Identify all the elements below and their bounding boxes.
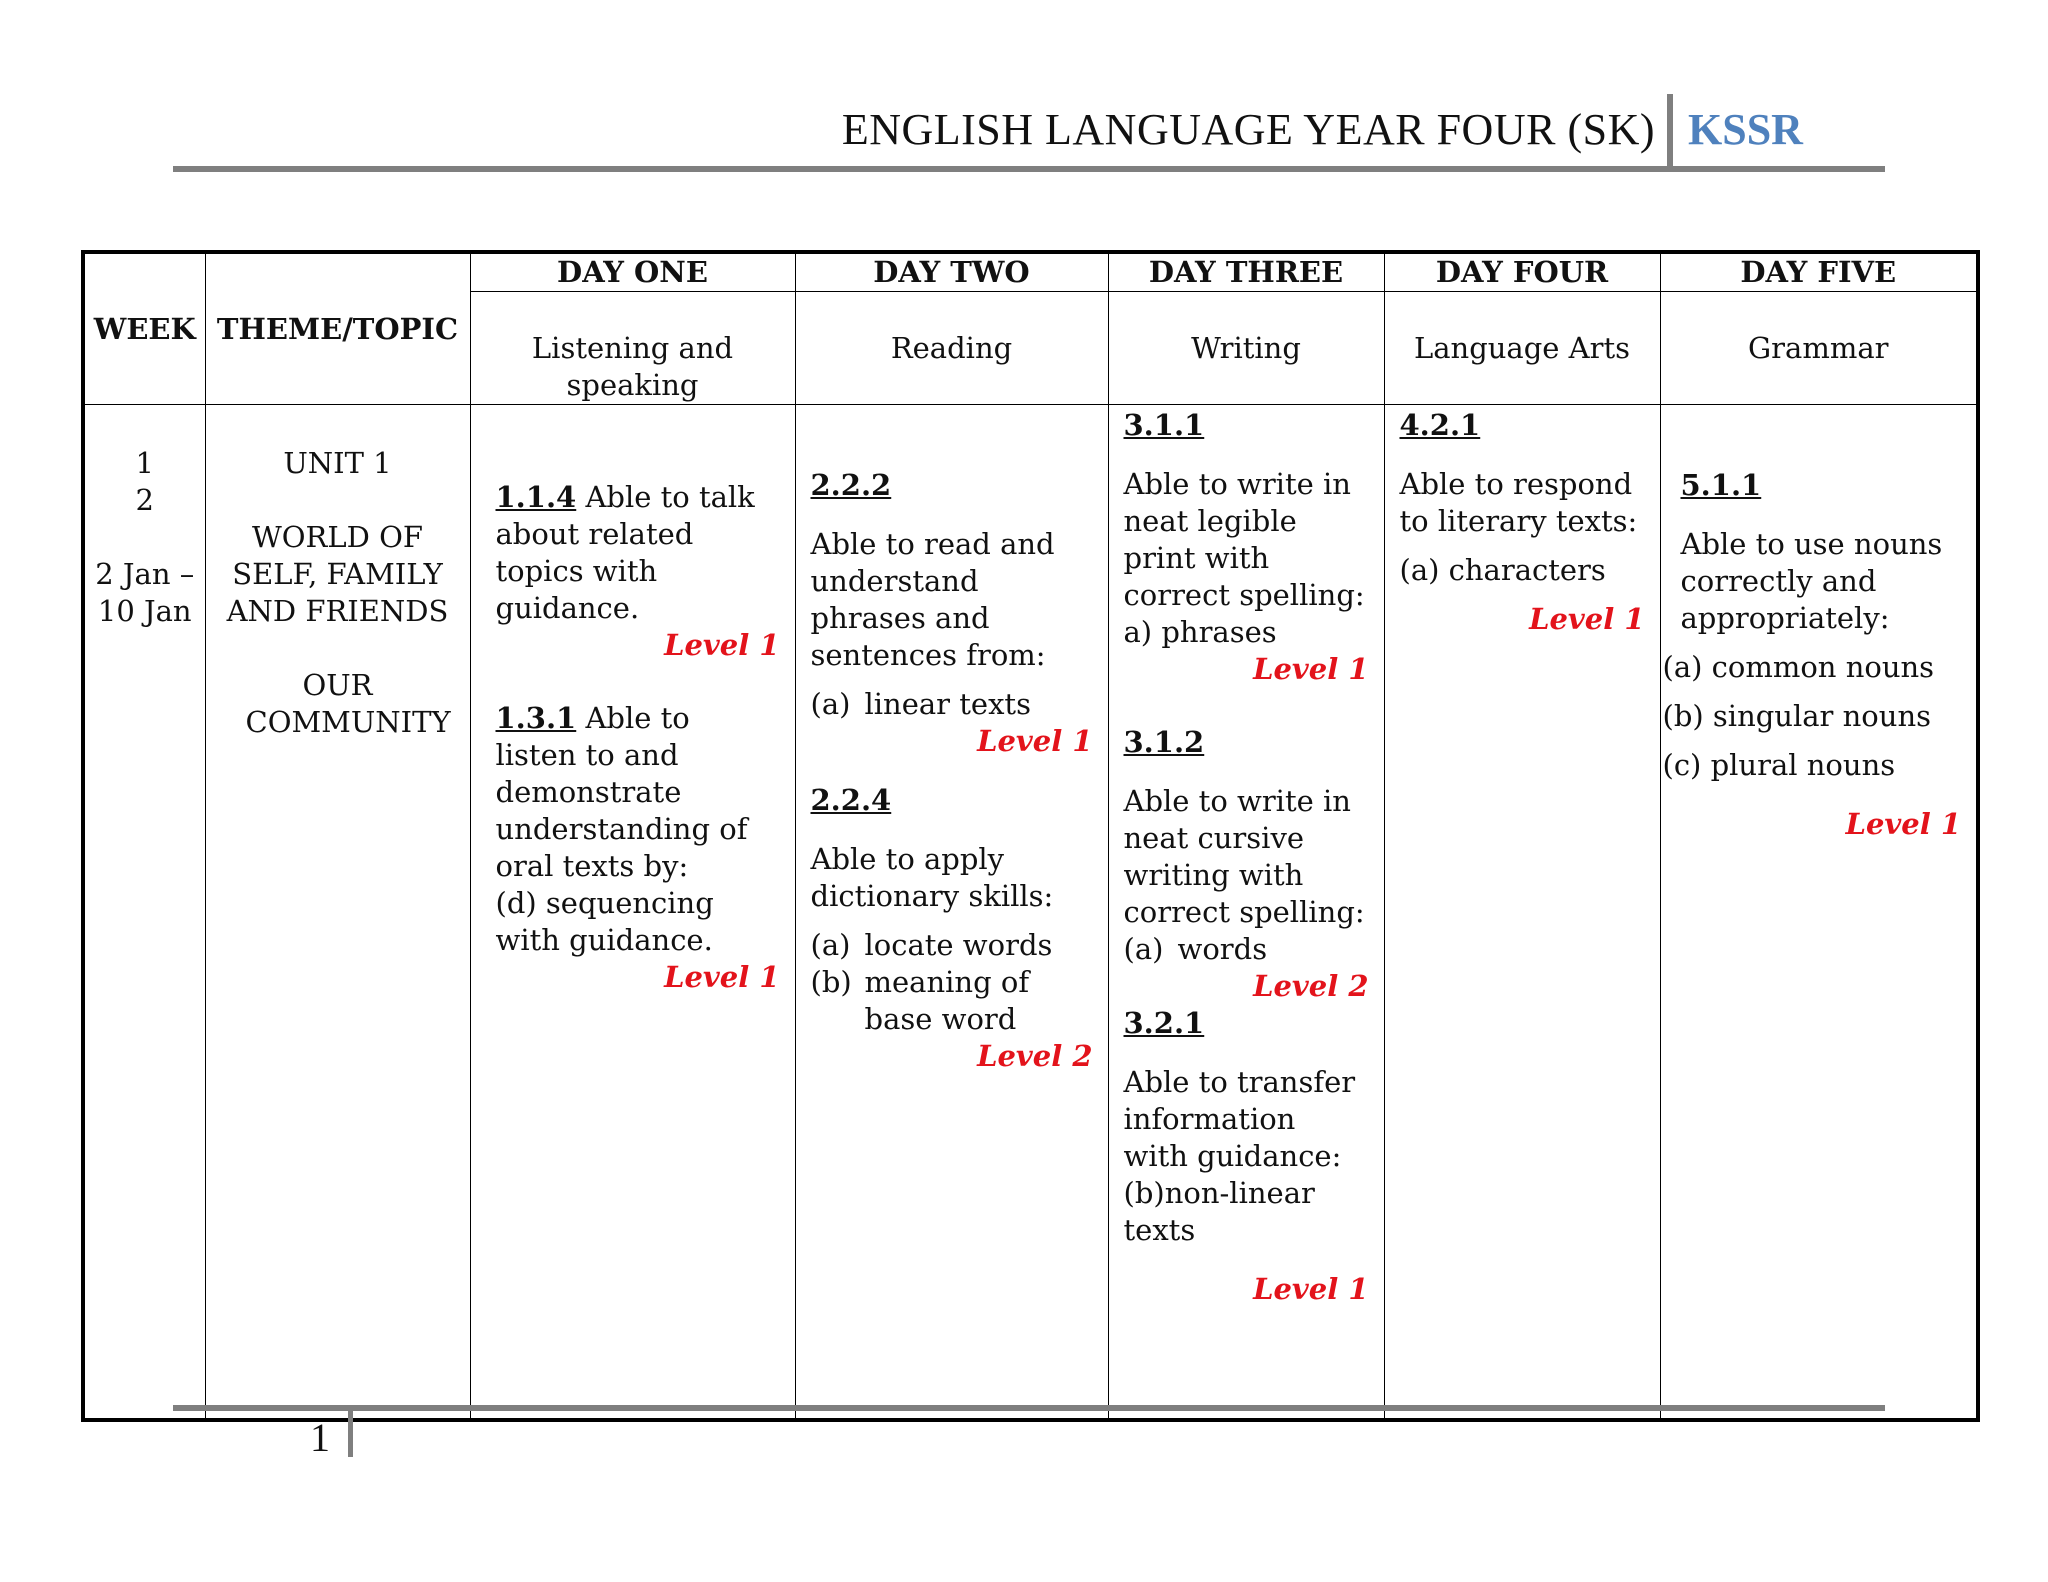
- list-item: (a) locate words: [810, 928, 1053, 962]
- skill-text: Able to use nouns correctly and appropriately:: [1680, 527, 1943, 635]
- level-badge: Level 2: [1253, 969, 1369, 1003]
- day-four-skill: Language Arts: [1384, 292, 1660, 405]
- theme-header: THEME/TOPIC: [205, 252, 470, 405]
- level-badge: Level 1: [664, 960, 780, 994]
- day-one-header: DAY ONE: [470, 252, 795, 292]
- skill-text: Able to read and understand phrases and sentences from:: [810, 527, 1055, 672]
- week-number-1: 1: [135, 446, 154, 480]
- topic-title: OUR COMMUNITY: [245, 668, 451, 739]
- list-item: (a) common nouns: [1662, 650, 1935, 684]
- header-divider: [1667, 94, 1673, 166]
- document-title: ENGLISH LANGUAGE YEAR FOUR (SK): [841, 105, 1655, 154]
- skill-code: 3.2.1: [1123, 1006, 1205, 1040]
- skill-code: 3.1.2: [1123, 725, 1205, 759]
- day-four-content: [1384, 405, 1660, 1421]
- week-date-end: 10 Jan: [97, 594, 192, 628]
- skill-text: Able to respond to literary texts:: [1399, 467, 1638, 538]
- skill-text: Able to transfer information with guidance:: [1123, 1065, 1356, 1173]
- day-three-content: [1108, 405, 1384, 1421]
- day-five-skill: Grammar: [1660, 292, 1978, 405]
- level-badge: Level 1: [664, 628, 780, 662]
- day-three-skill: Writing: [1108, 292, 1384, 405]
- skill-code: 2.2.2: [810, 468, 892, 502]
- skill-code: 3.1.1: [1123, 408, 1205, 442]
- level-badge: Level 1: [1253, 652, 1369, 686]
- week-header: WEEK: [83, 252, 205, 405]
- day-one-content: [470, 405, 795, 1421]
- level-badge: Level 2: [977, 1039, 1093, 1073]
- skill-subitem: (d) sequencing with guidance.: [495, 886, 714, 957]
- skill-code: 2.2.4: [810, 783, 892, 817]
- day-two-content: [795, 405, 1108, 1421]
- page-number: 1: [310, 1415, 330, 1460]
- footer-rule: [173, 1405, 1885, 1411]
- level-badge: Level 1: [1529, 602, 1645, 636]
- theme-cell: [205, 405, 470, 1421]
- level-badge: Level 1: [1253, 1272, 1369, 1306]
- skill-subitem: a) phrases: [1123, 615, 1277, 649]
- level-badge: Level 1: [977, 724, 1093, 758]
- day-two-skill: Reading: [795, 292, 1108, 405]
- skill-text: Able to write in neat legible print with correct spelling:: [1123, 467, 1365, 612]
- skill-subitem: (b)non-linear texts: [1123, 1176, 1315, 1247]
- skill-code: 1.3.1: [495, 701, 577, 735]
- day-four-header: DAY FOUR: [1384, 252, 1660, 292]
- lesson-plan-table: [81, 250, 1980, 1422]
- footer-divider: [348, 1409, 353, 1457]
- week-number-2: 2: [135, 483, 154, 517]
- level-badge: Level 1: [1845, 807, 1961, 841]
- skill-text: Able to listen to and demonstrate understanding of oral texts by:: [495, 701, 748, 883]
- brand-label: KSSR: [1688, 105, 1803, 154]
- week-cell: [83, 405, 205, 1421]
- skill-code: 5.1.1: [1680, 468, 1762, 502]
- list-item: (a) linear texts: [810, 687, 1031, 721]
- day-two-header: DAY TWO: [795, 252, 1108, 292]
- unit-label: UNIT 1: [283, 446, 392, 480]
- list-item: (b) singular nouns: [1662, 699, 1932, 733]
- day-five-header: DAY FIVE: [1660, 252, 1978, 292]
- week-date-start: 2 Jan –: [95, 557, 195, 591]
- day-three-header: DAY THREE: [1108, 252, 1384, 292]
- skill-text: Able to talk about related topics with guidance.: [495, 480, 755, 625]
- skill-text: Able to apply dictionary skills:: [810, 842, 1054, 913]
- skill-subitem: (a) characters: [1399, 553, 1606, 587]
- theme-title: WORLD OF SELF, FAMILY AND FRIENDS: [226, 520, 449, 628]
- list-item: (c) plural nouns: [1662, 748, 1896, 782]
- skill-code: 1.1.4: [495, 480, 577, 514]
- day-one-skill: Listening and speaking: [470, 292, 795, 405]
- list-item: (b) meaning of base word: [810, 965, 1030, 1036]
- skill-code: 4.2.1: [1399, 408, 1481, 442]
- list-item: (a) words: [1123, 932, 1268, 966]
- header-rule: [173, 166, 1885, 172]
- skill-text: Able to write in neat cursive writing with correct spelling:: [1123, 784, 1365, 929]
- day-five-content: [1660, 405, 1978, 1421]
